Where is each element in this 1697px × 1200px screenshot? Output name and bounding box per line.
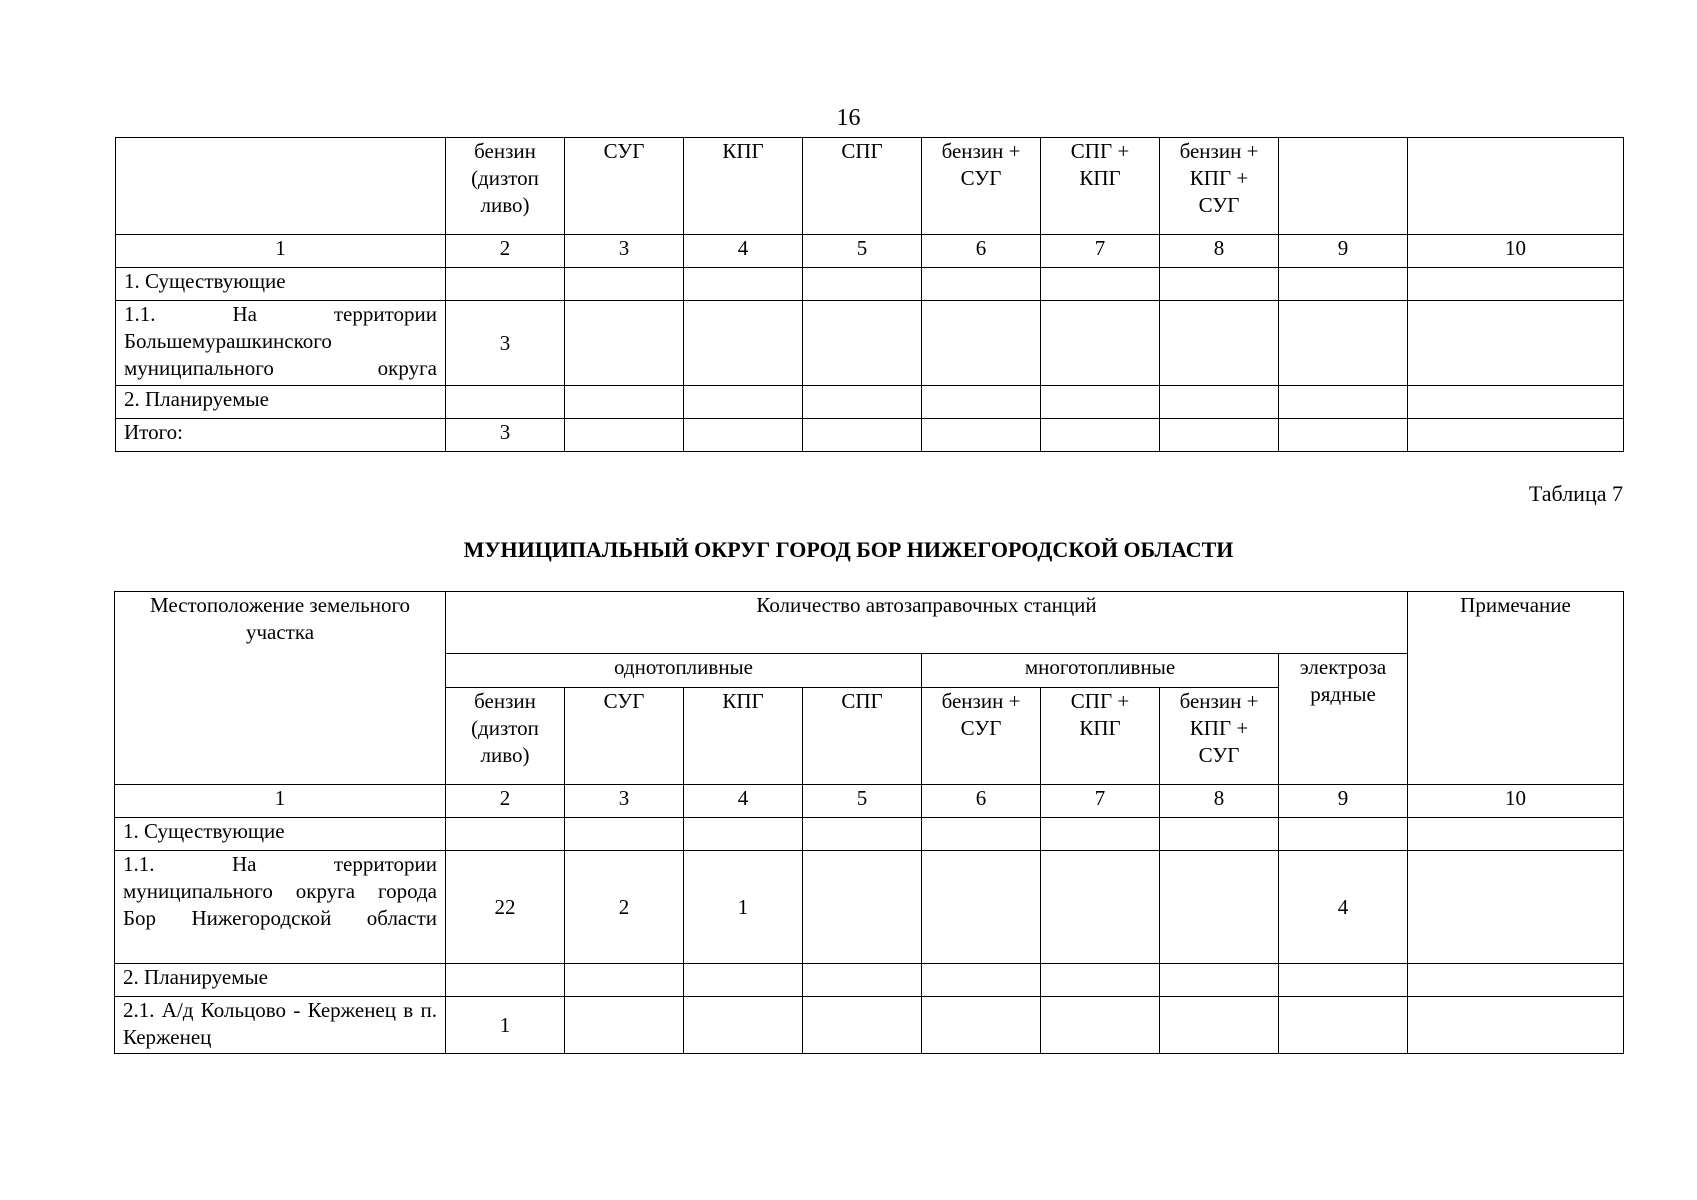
header-cell-lng: СПГ [803, 688, 922, 785]
table-cell [565, 997, 684, 1054]
table-cell [803, 268, 922, 301]
column-number: 10 [1408, 235, 1624, 268]
table-cell [1408, 386, 1624, 419]
section-title: МУНИЦИПАЛЬНЫЙ ОКРУГ ГОРОД БОР НИЖЕГОРОДСКОЙ ОБЛАСТИ [463, 537, 1234, 562]
column-number: 6 [922, 235, 1041, 268]
column-number: 7 [1041, 785, 1160, 818]
column-number: 9 [1279, 785, 1408, 818]
table-cell [1160, 419, 1279, 452]
column-number: 7 [1041, 235, 1160, 268]
table-cell [1041, 419, 1160, 452]
table-cell [565, 268, 684, 301]
row-label: 2.1. А/д Кольцово - Керженец в п. Керженец [115, 997, 446, 1054]
table-cell [922, 301, 1041, 386]
header-row [115, 592, 1624, 654]
table-cell [803, 818, 922, 851]
table-row [116, 301, 1624, 386]
header-cell-lpg: СУГ [565, 138, 684, 235]
fuel-stations-table-continued [115, 137, 1624, 452]
table-cell [1041, 964, 1160, 997]
column-number: 8 [1160, 235, 1279, 268]
table-cell [803, 964, 922, 997]
table-cell [565, 301, 684, 386]
column-number: 5 [803, 235, 922, 268]
table-row [116, 386, 1624, 419]
table-cell [1408, 964, 1624, 997]
header-cell-cng: КПГ [684, 688, 803, 785]
header-note: Примечание [1408, 592, 1624, 785]
column-number: 2 [446, 785, 565, 818]
column-number-row [115, 785, 1624, 818]
column-number: 10 [1408, 785, 1624, 818]
table-cell: 4 [1279, 851, 1408, 964]
column-number: 4 [684, 235, 803, 268]
table-cell [1279, 997, 1408, 1054]
table-cell [1160, 818, 1279, 851]
table-cell: 3 [446, 301, 565, 386]
table-cell [1041, 301, 1160, 386]
header-cell-lpg: СУГ [565, 688, 684, 785]
table-cell [1279, 301, 1408, 386]
table-cell [803, 419, 922, 452]
table-cell [922, 268, 1041, 301]
table-cell [922, 386, 1041, 419]
table-cell [1408, 268, 1624, 301]
table-cell [1160, 851, 1279, 964]
table-cell [1041, 851, 1160, 964]
table-label: Таблица 7 [1528, 481, 1623, 506]
header-cell-petrol: бензин (дизтоп ливо) [446, 688, 565, 785]
group-electric: электроза рядные [1279, 654, 1408, 785]
table-cell [684, 818, 803, 851]
row-label: 1. Существующие [116, 268, 446, 301]
table-cell [565, 419, 684, 452]
table-cell [446, 818, 565, 851]
table-cell [1408, 851, 1624, 964]
column-number: 3 [565, 235, 684, 268]
column-number: 3 [565, 785, 684, 818]
row-label: Итого: [116, 419, 446, 452]
table-cell [1279, 268, 1408, 301]
header-cell-petrol-cng-lpg: бензин + КПГ + СУГ [1160, 138, 1279, 235]
table-cell [684, 301, 803, 386]
table-cell: 3 [446, 419, 565, 452]
table-cell [1160, 964, 1279, 997]
table-cell [1279, 386, 1408, 419]
table-cell: 1 [684, 851, 803, 964]
table-cell [1279, 964, 1408, 997]
header-cell-cng: КПГ [684, 138, 803, 235]
header-row [116, 138, 1624, 235]
table-cell [1041, 818, 1160, 851]
table-cell [565, 386, 684, 419]
header-cell-petrol-lpg: бензин + СУГ [922, 688, 1041, 785]
table-cell [1160, 301, 1279, 386]
row-label: 1. Существующие [115, 818, 446, 851]
column-number: 4 [684, 785, 803, 818]
table-cell: 22 [446, 851, 565, 964]
table-cell [1160, 386, 1279, 419]
table-cell [1160, 268, 1279, 301]
column-number: 9 [1279, 235, 1408, 268]
table-row [115, 997, 1624, 1054]
table-cell [565, 964, 684, 997]
column-number: 1 [115, 785, 446, 818]
header-count: Количество автозаправочных станций [446, 592, 1408, 654]
column-number: 2 [446, 235, 565, 268]
header-cell-9 [1279, 138, 1408, 235]
column-number: 6 [922, 785, 1041, 818]
column-number: 8 [1160, 785, 1279, 818]
table-cell: 1 [446, 997, 565, 1054]
table-cell [1408, 997, 1624, 1054]
header-cell-lng-cng: СПГ + КПГ [1041, 138, 1160, 235]
table-cell [684, 268, 803, 301]
table-cell [803, 851, 922, 964]
table-row [116, 268, 1624, 301]
table-cell [1041, 997, 1160, 1054]
page-number: 16 [836, 105, 861, 131]
table-cell [1160, 997, 1279, 1054]
column-number-row [116, 235, 1624, 268]
table-cell [684, 386, 803, 419]
table-cell [1408, 301, 1624, 386]
table-cell [1041, 386, 1160, 419]
group-single-fuel: однотопливные [446, 654, 922, 688]
table-cell [1279, 419, 1408, 452]
table-row [115, 964, 1624, 997]
column-number: 1 [116, 235, 446, 268]
table-cell [1408, 818, 1624, 851]
table-cell [922, 851, 1041, 964]
table-cell [1279, 818, 1408, 851]
header-cell-petrol-cng-lpg: бензин + КПГ + СУГ [1160, 688, 1279, 785]
row-label: 1.1. На территории муниципального округа города Бор Нижегородской области [115, 851, 446, 964]
table-row [115, 818, 1624, 851]
table-cell [922, 997, 1041, 1054]
table-cell: 2 [565, 851, 684, 964]
table-cell [922, 964, 1041, 997]
table-cell [1041, 268, 1160, 301]
header-cell-empty [116, 138, 446, 235]
table-cell [684, 964, 803, 997]
group-multi-fuel: многотопливные [922, 654, 1279, 688]
table-cell [803, 386, 922, 419]
header-location: Местоположение земельного участка [115, 592, 446, 785]
table-cell [922, 419, 1041, 452]
table-row [115, 851, 1624, 964]
row-label: 2. Планируемые [115, 964, 446, 997]
table-cell [803, 997, 922, 1054]
header-cell-petrol-lpg: бензин + СУГ [922, 138, 1041, 235]
row-label: 2. Планируемые [116, 386, 446, 419]
header-cell-lng: СПГ [803, 138, 922, 235]
header-cell-petrol: бензин (дизтоп ливо) [446, 138, 565, 235]
table-cell [446, 268, 565, 301]
table-cell [803, 301, 922, 386]
header-cell-10 [1408, 138, 1624, 235]
column-number: 5 [803, 785, 922, 818]
row-label: 1.1. На территории Большемурашкинского муниципального округа [116, 301, 446, 386]
total-row [116, 419, 1624, 452]
table-cell [684, 419, 803, 452]
fuel-stations-table-bor [114, 591, 1624, 1054]
table-cell [446, 386, 565, 419]
header-cell-lng-cng: СПГ + КПГ [1041, 688, 1160, 785]
table-cell [446, 964, 565, 997]
table-cell [922, 818, 1041, 851]
table-cell [684, 997, 803, 1054]
table-cell [1408, 419, 1624, 452]
table-cell [565, 818, 684, 851]
